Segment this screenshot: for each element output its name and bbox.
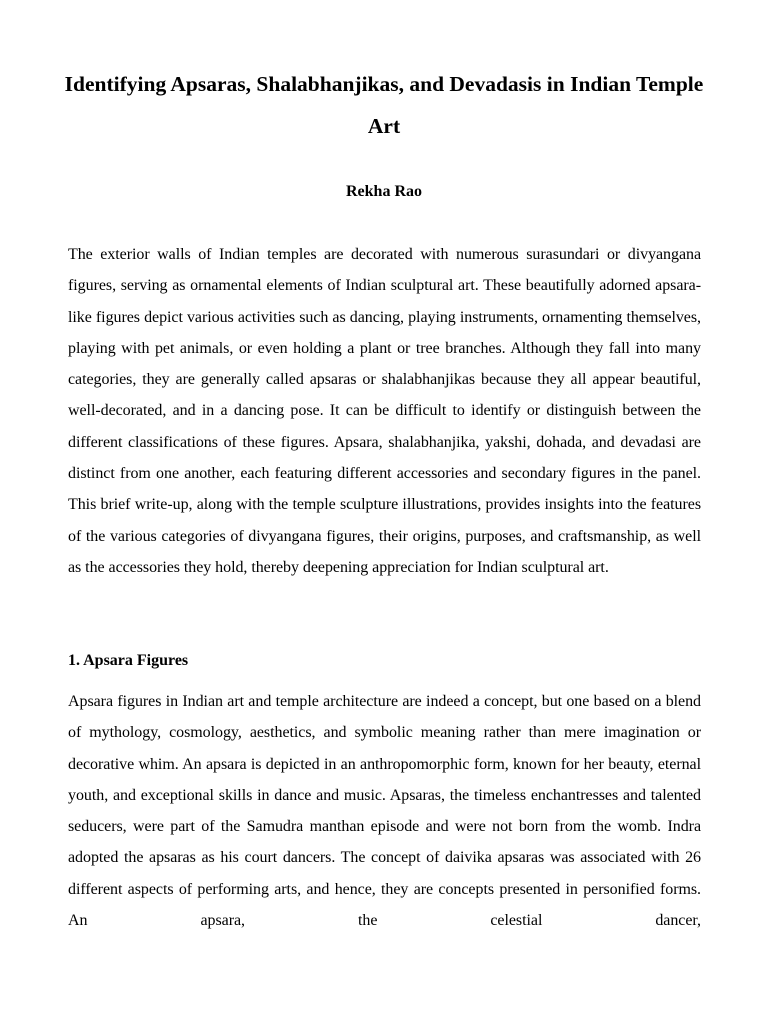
document-title: Identifying Apsaras, Shalabhanjikas, and Devadasis in Indian Temple Art <box>64 72 704 138</box>
section-heading-apsara-figures: 1. Apsara Figures <box>68 652 189 669</box>
intro-paragraph: The exterior walls of Indian temples are decorated with numerous surasundari or divyangana figures, serving as ornamental elements of Indian sculptural art. These beautifully adorned apsara-like figures depict various activities such as dancing, playing instruments, ornamenting themselves, playing with pet animals, or even holding a plant or tree branches. Although they fall into many categories, they are generally called apsaras or shalabhanjikas because they all appear beautiful, well-decorated, and in a dancing pose. It can be difficult to identify or distinguish between the different classifications of these figures. Apsara, shalabhanjika, yakshi, dohada, and devadasi are distinct from one another, each featuring different accessories and secondary figures in the panel. This brief write-up, along with the temple sculpture illustrations, provides insights into the features of the various categories of divyangana figures, their origins, purposes, and craftsmanship, as well as the accessories they hold, thereby deepening appreciation for Indian sculptural art. <box>68 246 701 576</box>
author-name: Rekha Rao <box>345 183 422 200</box>
section-body-apsara-figures: Apsara figures in Indian art and temple architecture are indeed a concept, but one based on a blend of mythology, cosmology, aesthetics, and symbolic meaning rather than mere imagination or decorative whim. An apsara is depicted in an anthropomorphic form, known for her beauty, eternal youth, and exceptional skills in dance and music. Apsaras, the timeless enchantresses and talented seducers, were part of the Samudra manthan episode and were not born from the womb. Indra adopted the apsaras as his court dancers. The concept of daivika apsaras was associated with 26 different aspects of performing arts, and hence, they are concepts presented in personified forms. An apsara, the celestial dancer, <box>68 693 701 930</box>
